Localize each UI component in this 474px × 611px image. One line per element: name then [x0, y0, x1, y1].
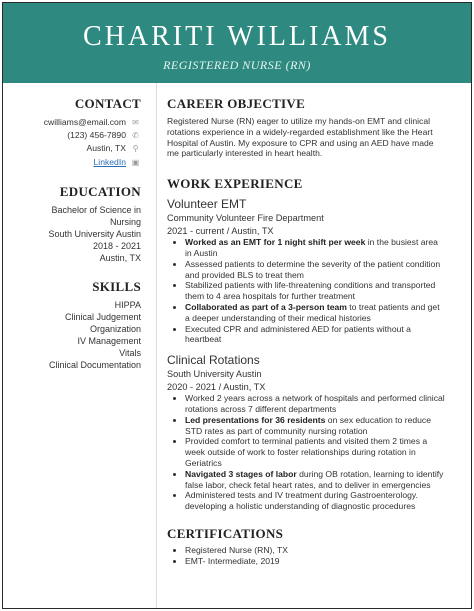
header-banner — [3, 3, 471, 83]
experience-heading: WORK EXPERIENCE — [167, 176, 303, 192]
job-dates-location: 2021 - current / Austin, TX — [167, 225, 274, 236]
map-pin-icon: ⚲ — [132, 144, 139, 154]
bullet-item: • Assessed patients to determine the severity of the patient condition and provided BLS to treat them — [185, 259, 445, 281]
degree-line-1: Bachelor of Science in — [51, 204, 141, 215]
bullet-item: • Led presentations for 36 residents on sex education to reduce STD rates as part of community nursing rotation — [185, 415, 445, 437]
job-organization: South University Austin — [167, 369, 262, 380]
job-bullets — [167, 237, 445, 345]
education-location: Austin, TX — [99, 252, 141, 263]
column-divider — [156, 83, 157, 609]
certification-item: • Registered Nurse (RN), TX — [185, 545, 445, 556]
skill-item: HIPPA — [114, 299, 141, 310]
linkedin-icon: ▣ — [131, 157, 140, 167]
certifications-heading: CERTIFICATIONS — [167, 525, 284, 541]
contact-email — [3, 116, 141, 129]
linkedin-link[interactable]: LinkedIn — [93, 156, 126, 167]
education-heading: EDUCATION — [59, 183, 141, 199]
job-bullets — [167, 393, 445, 512]
bullet-item: • Administered tests and IV treatment during Gastroenterology. developing a holistic understanding of diagnostic procedures — [185, 490, 445, 512]
school-name: South University Austin — [48, 228, 141, 239]
candidate-name: CHARITI WILLIAMS — [82, 21, 391, 52]
contact-linkedin — [3, 156, 141, 169]
resume-page — [2, 2, 472, 609]
job-title: Volunteer EMT — [167, 197, 247, 212]
skill-item: Clinical Documentation — [48, 359, 141, 370]
objective-text: Registered Nurse (RN) eager to utilize my hands-on EMT and clinical rotations experience in a widely-regarded establishment like the Heart Hospital of Austin. My exposure to CPR and using an AED have made me particularly interested in heart health. — [167, 116, 434, 159]
bullet-item: • Provided comfort to terminal patients and visited them 2 times a week outside of work to foster relationships during rotation in Geriatrics — [185, 436, 445, 468]
skills-list — [3, 299, 151, 371]
skills-heading: SKILLS — [92, 278, 141, 294]
job-volunteer-emt — [167, 197, 445, 345]
location-text: Austin, TX — [86, 143, 126, 154]
contact-heading: CONTACT — [74, 96, 141, 111]
right-column — [167, 83, 445, 567]
contact-list — [3, 116, 151, 169]
objective-heading: CAREER OBJECTIVE — [167, 96, 306, 111]
bullet-item: • Worked 2 years across a network of hospitals and performed clinical rotations across 7 different departments — [185, 393, 445, 415]
skill-item: Vitals — [119, 347, 141, 358]
bullet-item: • Executed CPR and administered AED for patients without a heartbeat — [185, 324, 445, 346]
left-column — [3, 83, 151, 371]
job-dates-location: 2020 - 2021 / Austin, TX — [167, 381, 266, 392]
education-block — [3, 204, 151, 264]
job-clinical-rotations — [167, 353, 445, 512]
skill-item: Organization — [89, 323, 141, 334]
bullet-item: • Worked as an EMT for 1 night shift per week in the busiest area in Austin — [185, 237, 445, 259]
job-title: Clinical Rotations — [167, 353, 260, 368]
contact-location — [3, 142, 141, 155]
contact-phone — [3, 129, 141, 142]
phone-text: (123) 456-7890 — [67, 130, 126, 141]
email-text: cwilliams@email.com — [43, 117, 126, 127]
bullet-item: • Stabilized patients with life-threatening conditions and transported them to 4 area hospitals for further treatment — [185, 280, 445, 302]
degree-line-2: Nursing — [109, 216, 141, 227]
skill-item: IV Management — [77, 335, 141, 346]
candidate-title: REGISTERED NURSE (RN) — [163, 58, 311, 72]
bullet-item: • Collaborated as part of a 3-person team to treat patients and get a deeper understanding of their medical histories — [185, 302, 445, 324]
envelope-icon: ✉ — [132, 118, 139, 127]
certification-item: • EMT- Intermediate, 2019 — [185, 556, 445, 567]
phone-icon: ✆ — [132, 131, 139, 141]
job-organization: Community Volunteer Fire Department — [167, 213, 324, 224]
certifications-list — [167, 545, 445, 567]
bullet-item: • Navigated 3 stages of labor during OB rotation, learning to identify false labor, check fetal heart rates, and to deliver in emergencies — [185, 469, 445, 491]
skill-item: Clinical Judgement — [64, 311, 141, 322]
education-dates: 2018 - 2021 — [92, 240, 141, 251]
